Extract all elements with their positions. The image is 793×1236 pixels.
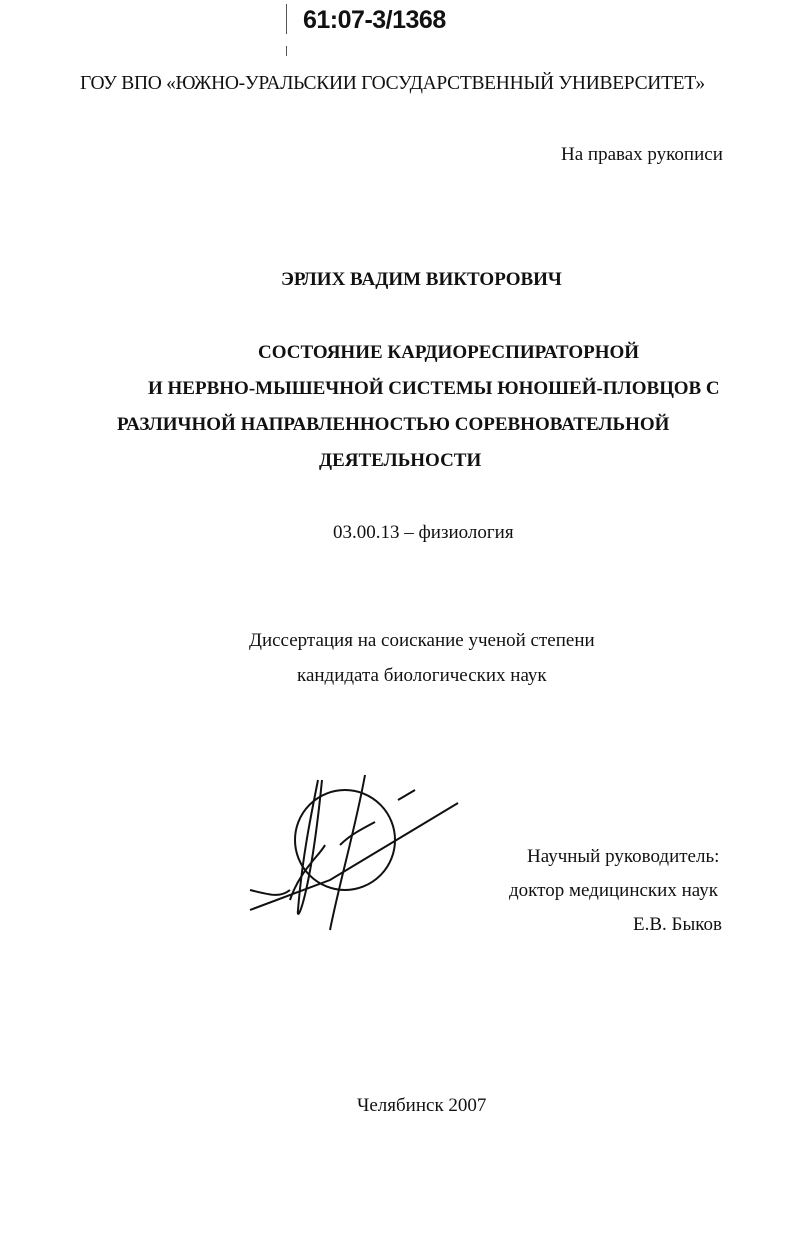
degree-line-1: Диссертация на соискание ученой степени [249, 630, 595, 651]
signature [230, 760, 480, 940]
scan-mark [286, 46, 287, 56]
supervisor-name: Е.В. Быков [633, 914, 722, 935]
supervisor-title: доктор медицинских наук [509, 880, 718, 901]
institution: ГОУ ВПО «ЮЖНО-УРАЛЬСКИИ ГОСУДАРСТВЕННЫЙ УНИВЕРСИТЕТ» [80, 73, 705, 94]
title-line-1: СОСТОЯНИЕ КАРДИОРЕСПИРАТОРНОЙ [258, 342, 640, 363]
degree-line-2: кандидата биологических наук [297, 665, 547, 686]
scan-mark [286, 4, 287, 34]
rights-note: На правах рукописи [561, 144, 723, 165]
title-line-3: РАЗЛИЧНОЙ НАПРАВЛЕННОСТЬЮ СОРЕВНОВАТЕЛЬНОЙ [117, 414, 670, 435]
author-name: ЭРЛИХ ВАДИМ ВИКТОРОВИЧ [281, 269, 562, 290]
archive-code: 61:07-3/1368 [303, 6, 446, 34]
city-year: Челябинск 2007 [357, 1095, 487, 1116]
supervisor-label: Научный руководитель: [527, 846, 720, 867]
title-line-4: ДЕЯТЕЛЬНОСТИ [319, 450, 482, 471]
title-line-2: И НЕРВНО-МЫШЕЧНОЙ СИСТЕМЫ ЮНОШЕЙ-ПЛОВЦОВ С [148, 378, 720, 399]
specialty: 03.00.13 – физиология [333, 522, 514, 543]
